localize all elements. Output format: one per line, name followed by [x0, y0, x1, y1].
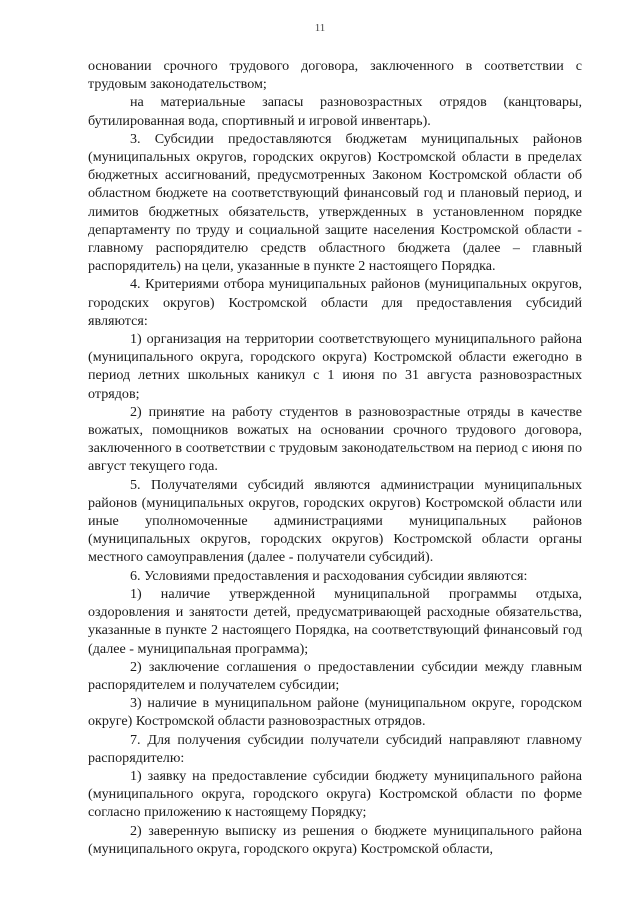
- paragraph-clause-3: 3. Субсидии предоставляются бюджетам муниципальных районов (муниципальных округов, городских округов) Костромской области в пределах бюджетных ассигнований, предусмотренных Законом Костромской области об областном бюджете на соответствующий финансовый год и плановый период, и лимитов бюджетных обязательств, утвержденных в установленном порядке департаменту по труду и социальной защите населения Костромской области - главному распорядителю средств областного бюджета (далее – главный распорядитель) на цели, указанные в пункте 2 настоящего Порядка.: [88, 130, 582, 275]
- paragraph-clause-6-item-1: 1) наличие утвержденной муниципальной программы отдыха, оздоровления и занятости детей, предусматривающей расходные обязательства, указанные в пункте 2 настоящего Порядка, на соответствующий финансовый год (далее - муниципальная программа);: [88, 585, 582, 657]
- paragraph-material-supplies: на материальные запасы разновозрастных отрядов (канцтовары, бутилированная вода, спортивный и игровой инвентарь).: [88, 94, 582, 129]
- document-body: [88, 57, 582, 858]
- paragraph-clause-4: 4. Критериями отбора муниципальных районов (муниципальных округов, городских округов) Костромской области для предоставления субсидий являются:: [88, 276, 582, 329]
- paragraph-clause-7-item-1: 1) заявку на предоставление субсидии бюджету муниципального района (муниципального округа, городского округа) Костромской области по форме согласно приложению к настоящему Порядку;: [88, 767, 582, 821]
- paragraph-clause-6-item-2: 2) заключение соглашения о предоставлении субсидии между главным распорядителем и получателем субсидии;: [88, 658, 582, 693]
- paragraph-clause-6-item-3: 3) наличие в муниципальном районе (муниципальном округе, городском округе) Костромской области разновозрастных отрядов.: [88, 695, 582, 730]
- paragraph-clause-4-item-1: 1) организация на территории соответствующего муниципального района (муниципального округа, городского округа) Костромской области ежегодно в период летних школьных каникул с 1 июня по 31 августа разновозрастных отрядов;: [88, 331, 582, 402]
- paragraph-continuation: основании срочного трудового договора, заключенного в соответствии с трудовым законодательством;: [88, 58, 582, 93]
- page-number: 11: [314, 22, 326, 34]
- paragraph-clause-6: 6. Условиями предоставления и расходования субсидии являются:: [130, 567, 528, 584]
- paragraph-clause-5: 5. Получателями субсидий являются администрации муниципальных районов (муниципальных округов, городских округов) Костромской области или иные уполномоченные администрациями муниципальных районов (муниципальных округов, городских округов) Костромской области органы местного самоуправления (далее - получатели субсидий).: [88, 476, 582, 566]
- paragraph-clause-7-item-2: 2) заверенную выписку из решения о бюджете муниципального района (муниципального округа, городского округа) Костромской области,: [88, 822, 582, 857]
- paragraph-clause-7: 7. Для получения субсидии получатели субсидий направляют главному распорядителю:: [88, 731, 582, 766]
- paragraph-clause-4-item-2: 2) принятие на работу студентов в разновозрастные отряды в качестве вожатых, помощников вожатых на основании срочного трудового договора, заключенного в соответствии с трудовым законодательством на период с июня по август текущего года.: [88, 403, 582, 475]
